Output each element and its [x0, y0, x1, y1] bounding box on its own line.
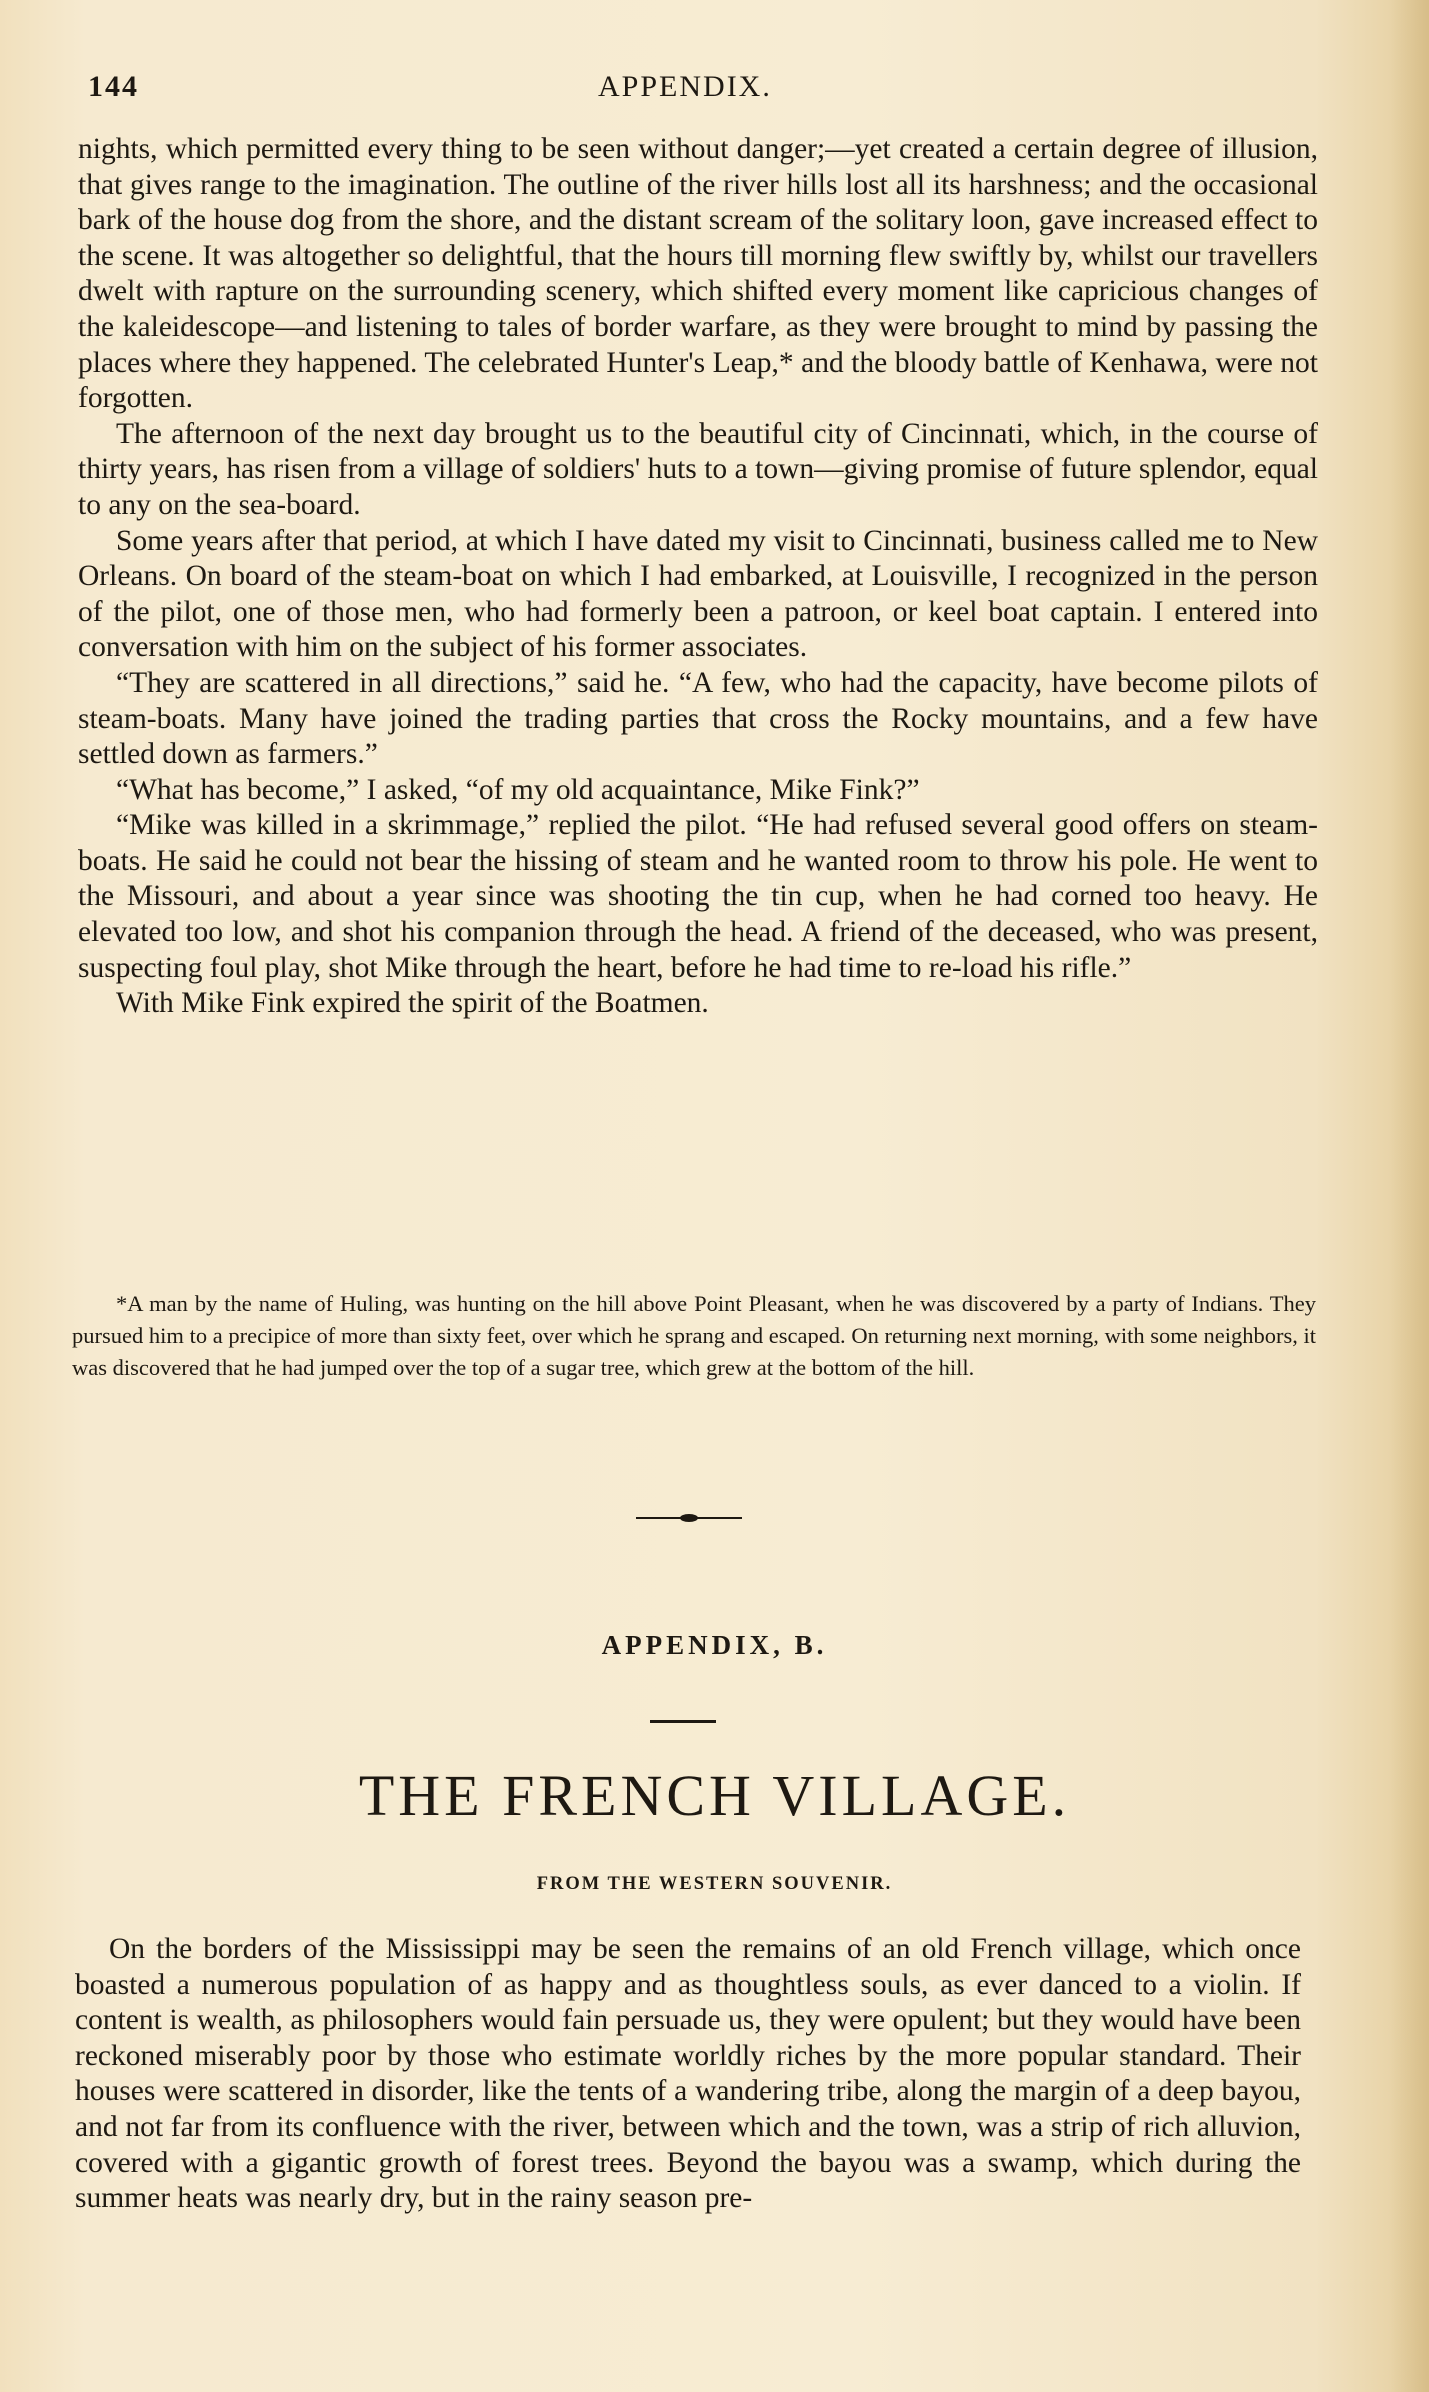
section-text	[75, 1932, 1301, 2217]
paragraph-french-village: On the borders of the Mississippi may be seen the remains of an old French village, which once boasted a numerous population of as happy and as thoughtless souls, as ever danced to a violin. If content is wealth, as philosophers would fain persuade us, they were opulent; but they would have been reckoned miserably poor by those who estimate worldly riches by the more popular standard. Their houses were scattered in disorder, like the tents of a wandering tribe, along the margin of a deep bayou, and not far from its confluence with the river, between which and the town, was a strip of rich alluvion, covered with a gigantic growth of forest trees. Beyond the bayou was a swamp, which during the summer heats was nearly dry, but in the rainy season pre-	[75, 1933, 1301, 2215]
paragraph-nights: nights, which permitted every thing to be seen without danger;—yet created a certain degree of illusion, that gives range to the imagination. The outline of the river hills lost all its harshness; and the occasional bark of the house dog from the shore, and the distant scream of the solitary loon, gave increased effect to the scene. It was altogether so delightful, that the hours till morning flew swiftly by, whilst our travellers dwelt with rapture on the surrounding scenery, which shifted every moment like capricious changes of the kaleidescope—and listening to tales of border warfare, as they were brought to mind by passing the places where they happened. The celebrated Hunter's Leap,* and the bloody battle of Kenhawa, were not forgotten.	[78, 133, 1318, 415]
ornament-divider	[636, 1508, 742, 1528]
body-text	[78, 132, 1318, 1022]
page-header	[88, 70, 1328, 120]
paragraph-closing: With Mike Fink expired the spirit of the Boatmen.	[116, 987, 709, 1020]
paragraph-cincinnati: The afternoon of the next day brought us to the beautiful city of Cincinnati, which, in the course of thirty years, has risen from a village of soldiers' huts to a town—giving promise of future splendor, equal to any on the sea-board.	[78, 417, 1318, 521]
source-line: FROM THE WESTERN SOUVENIR.	[536, 1874, 893, 1894]
page-edge-shadow	[1389, 0, 1429, 2392]
paragraph-scattered: “They are scattered in all directions,” said he. “A few, who had the capacity, have become pilots of steam-boats. Many have joined the trading parties that cross the Rocky mountains, and a few have settled down as farmers.”	[78, 666, 1318, 771]
title-rule	[650, 1720, 716, 1723]
paragraph-mike-killed: “Mike was killed in a skrimmage,” replied the pilot. “He had refused several good offers on steam-boats. He said he could not bear the hissing of steam and he wanted room to throw his pole. He went to the Missouri, and about a year since was shooting the tin cup, when he had corned too heavy. He elevated too low, and shot his companion through the head. A friend of the deceased, who was present, suspecting foul play, shot Mike through the heart, before he had time to re-load his rifle.”	[78, 809, 1318, 984]
footnote-text: *A man by the name of Huling, was hunting on the hill above Point Pleasant, when he was discovered by a party of Indians. They pursued him to a precipice of more than sixty feet, over which he sprang and escaped. On returning next morning, with some neighbors, it was discovered that he had jumped over the top of a sugar tree, which grew at the bottom of the hill.	[72, 1291, 1316, 1380]
footnote	[72, 1288, 1316, 1384]
running-head: APPENDIX.	[598, 70, 772, 103]
page-number: 144	[88, 70, 139, 103]
appendix-label: APPENDIX, B.	[601, 1630, 828, 1660]
chapter-title: THE FRENCH VILLAGE.	[358, 1763, 1071, 1828]
paragraph-new-orleans: Some years after that period, at which I have dated my visit to Cincinnati, business called me to New Orleans. On board of the steam-boat on which I had embarked, at Louisville, I recognized in the person of the pilot, one of those men, who had formerly been a patroon, or keel boat captain. I entered into conversation with him on the subject of his former associates.	[78, 524, 1318, 664]
paragraph-question: “What has become,” I asked, “of my old acquaintance, Mike Fink?”	[116, 773, 920, 806]
